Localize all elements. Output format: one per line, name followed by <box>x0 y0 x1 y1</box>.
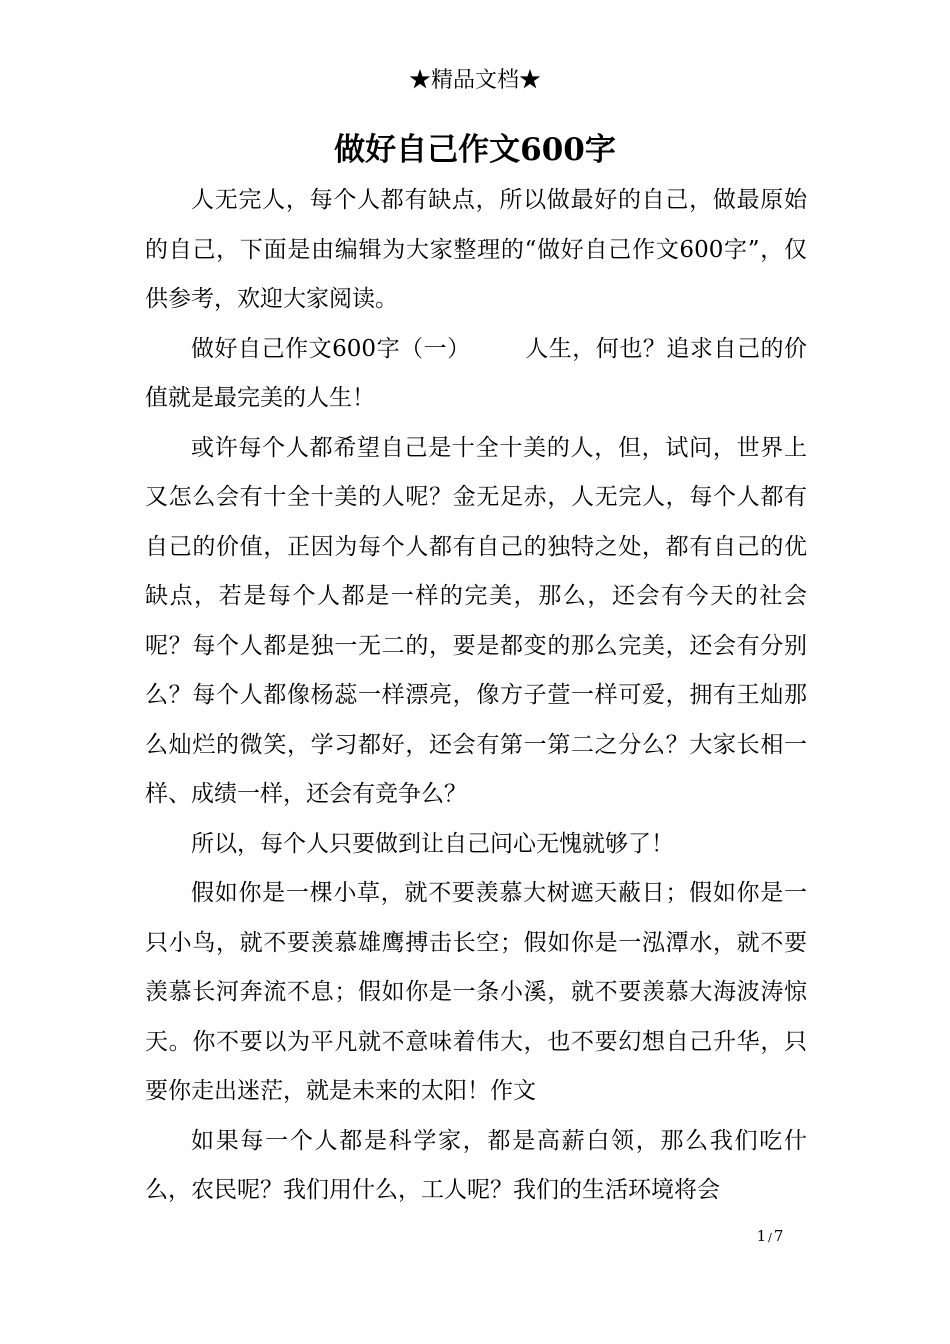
paragraph-metaphors: 假如你是一棵小草，就不要羡慕大树遮天蔽日；假如你是一只小鸟，就不要羡慕雄鹰搏击长空；假如你是一泓潭水，就不要羡慕长河奔流不息；假如你是一条小溪，就不要羡慕大海波涛惊天。你不要以为平凡就不意味着伟大，也不要幻想自己升华，只要你走出迷茫，就是未来的太阳！作文 <box>145 880 807 1104</box>
page-header <box>0 66 950 96</box>
document-title: 做好自己作文600字 <box>334 132 616 168</box>
section-opening-text: 人生，何也？追求自己的价值就是最完美的人生！ <box>145 335 807 411</box>
header-text: ★精品文档★ <box>408 68 541 93</box>
page-number <box>730 1226 810 1248</box>
paragraph-intro: 人无完人，每个人都有缺点，所以做最好的自己，做最原始的自己，下面是由编辑为大家整理的“做好自己作文600字”，仅供参考，欢迎大家阅读。 <box>145 187 807 312</box>
document-body <box>145 176 807 1216</box>
page-separator: / <box>768 1231 772 1244</box>
paragraph-perfection: 或许每个人都希望自己是十全十美的人，但，试问，世界上又怎么会有十全十美的人呢？金无足赤，人无完人，每个人都有自己的价值，正因为每个人都有自己的独特之处，都有自己的优缺点，若是每个人都是一样的完美，那么，还会有今天的社会呢？每个人都是独一无二的，要是都变的那么完美，还会有分别么？每个人都像杨蕊一样漂亮，像方子萱一样可爱，拥有王灿那么灿烂的微笑，学习都好，还会有第一第二之分么？大家长相一样、成绩一样，还会有竞争么？ <box>145 434 807 807</box>
section-heading: 做好自己作文600字（一） <box>191 335 471 362</box>
paragraph-conclusion: 所以，每个人只要做到让自己问心无愧就够了！ <box>191 830 674 857</box>
page-total: 7 <box>773 1227 784 1245</box>
paragraph-society: 如果每一个人都是科学家，都是高薪白领，那么我们吃什么，农民呢？我们用什么，工人呢？我们的生活环境将会 <box>145 1127 807 1203</box>
page-current: 1 <box>756 1227 767 1245</box>
paragraph-section-one <box>145 325 807 424</box>
